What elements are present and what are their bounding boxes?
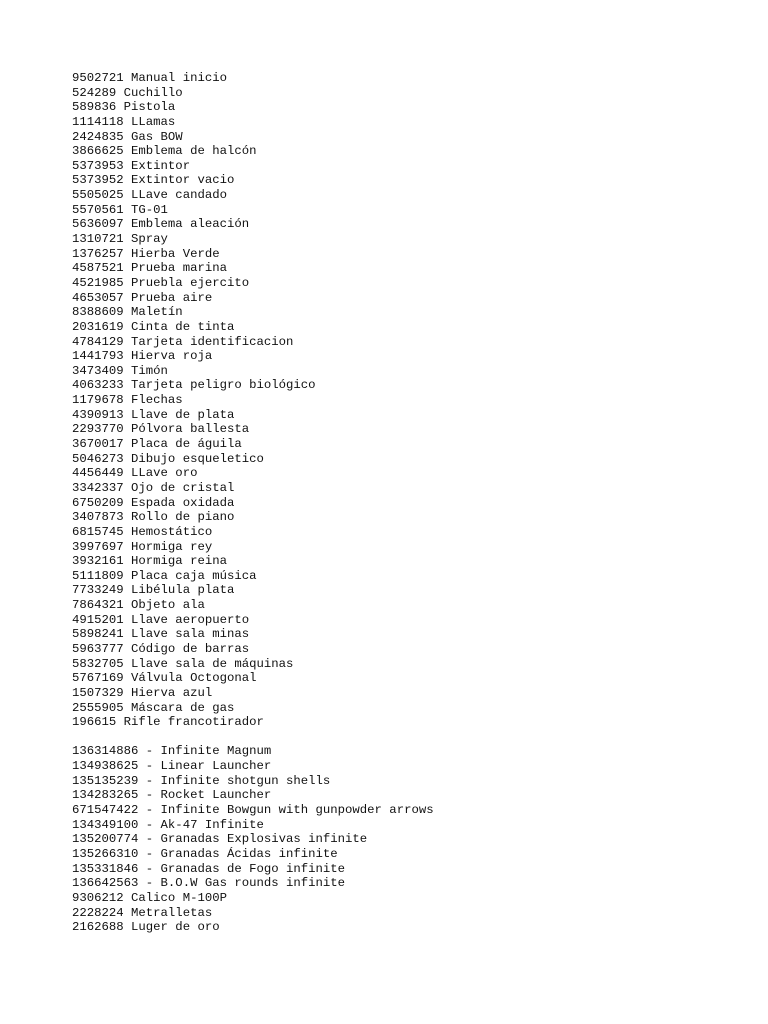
- list-item: 4390913 Llave de plata: [72, 407, 235, 422]
- list-item: 2424835 Gas BOW: [72, 129, 183, 144]
- list-item: 4063233 Tarjeta peligro biológico: [72, 378, 316, 393]
- list-item: 589836 Pistola: [72, 100, 176, 115]
- list-item: 5570561 TG-01: [72, 202, 168, 217]
- list-item: 3932161 Hormiga reina: [72, 554, 227, 569]
- list-item: 8388609 Maletín: [72, 305, 183, 320]
- list-item: 1179678 Flechas: [72, 393, 183, 408]
- list-item: 5767169 Válvula Octogonal: [72, 671, 257, 686]
- list-item: 2555905 Máscara de gas: [72, 700, 235, 715]
- list-item: 135200774 - Granadas Explosivas infinite: [72, 832, 368, 847]
- list-item: 3670017 Placa de águila: [72, 437, 242, 452]
- list-item: 4784129 Tarjeta identificacion: [72, 334, 294, 349]
- list-item: 135331846 - Granadas de Fogo infinite: [72, 861, 346, 876]
- list-item: 5898241 Llave sala minas: [72, 627, 250, 642]
- list-item: 3866625 Emblema de halcón: [72, 144, 257, 159]
- list-item: 134938625 - Linear Launcher: [72, 759, 272, 774]
- list-item: 1310721 Spray: [72, 232, 168, 247]
- list-item: 134283265 - Rocket Launcher: [72, 788, 272, 803]
- list-item: 6750209 Espada oxidada: [72, 495, 235, 510]
- list-item: 9502721 Manual inicio: [72, 71, 227, 85]
- weapon-list: [72, 744, 752, 934]
- list-item: 4587521 Prueba marina: [72, 261, 227, 276]
- list-item: 5111809 Placa caja música: [72, 568, 257, 583]
- list-item: 3407873 Rollo de piano: [72, 510, 235, 525]
- list-item: 136314886 - Infinite Magnum: [72, 744, 272, 759]
- list-item: 2293770 Pólvora ballesta: [72, 422, 250, 437]
- list-item: 5373953 Extintor: [72, 158, 191, 173]
- list-item: 4653057 Prueba aire: [72, 290, 213, 305]
- list-item: 2228224 Metralletas: [72, 905, 213, 920]
- list-item: 3342337 Ojo de cristal: [72, 480, 235, 495]
- list-item: 5636097 Emblema aleación: [72, 217, 250, 232]
- list-item: 1114118 LLamas: [72, 114, 176, 129]
- list-item: 5373952 Extintor vacio: [72, 173, 235, 188]
- list-item: 136642563 - B.O.W Gas rounds infinite: [72, 876, 346, 891]
- list-item: 3473409 Timón: [72, 363, 168, 378]
- list-item: 2162688 Luger de oro: [72, 920, 220, 935]
- item-list: [72, 71, 752, 730]
- list-item: 3997697 Hormiga rey: [72, 539, 213, 554]
- list-item: 1441793 Hierva roja: [72, 349, 213, 364]
- list-item: 2031619 Cinta de tinta: [72, 319, 235, 334]
- document-page: [72, 71, 752, 935]
- list-item: 9306212 Calico M-100P: [72, 890, 227, 905]
- section-gap: [72, 730, 752, 745]
- list-item: 5832705 Llave sala de máquinas: [72, 656, 294, 671]
- list-item: 6815745 Hemostático: [72, 524, 213, 539]
- list-item: 1507329 Hierva azul: [72, 685, 213, 700]
- list-item: 7733249 Libélula plata: [72, 583, 235, 598]
- list-item: 196615 Rifle francotirador: [72, 715, 264, 730]
- list-item: 524289 Cuchillo: [72, 85, 183, 100]
- list-item: 135135239 - Infinite shotgun shells: [72, 773, 331, 788]
- list-item: 5046273 Dibujo esqueletico: [72, 451, 264, 466]
- list-item: 671547422 - Infinite Bowgun with gunpowder arrows: [72, 803, 434, 818]
- list-item: 5963777 Código de barras: [72, 641, 250, 656]
- list-item: 1376257 Hierba Verde: [72, 246, 220, 261]
- list-item: 4915201 Llave aeropuerto: [72, 612, 250, 627]
- list-item: 135266310 - Granadas Ácidas infinite: [72, 846, 338, 861]
- list-item: 5505025 LLave candado: [72, 188, 227, 203]
- list-item: 4521985 Pruebla ejercito: [72, 275, 250, 290]
- list-item: 4456449 LLave oro: [72, 466, 198, 481]
- list-item: 134349100 - Ak-47 Infinite: [72, 817, 264, 832]
- list-item: 7864321 Objeto ala: [72, 598, 205, 613]
